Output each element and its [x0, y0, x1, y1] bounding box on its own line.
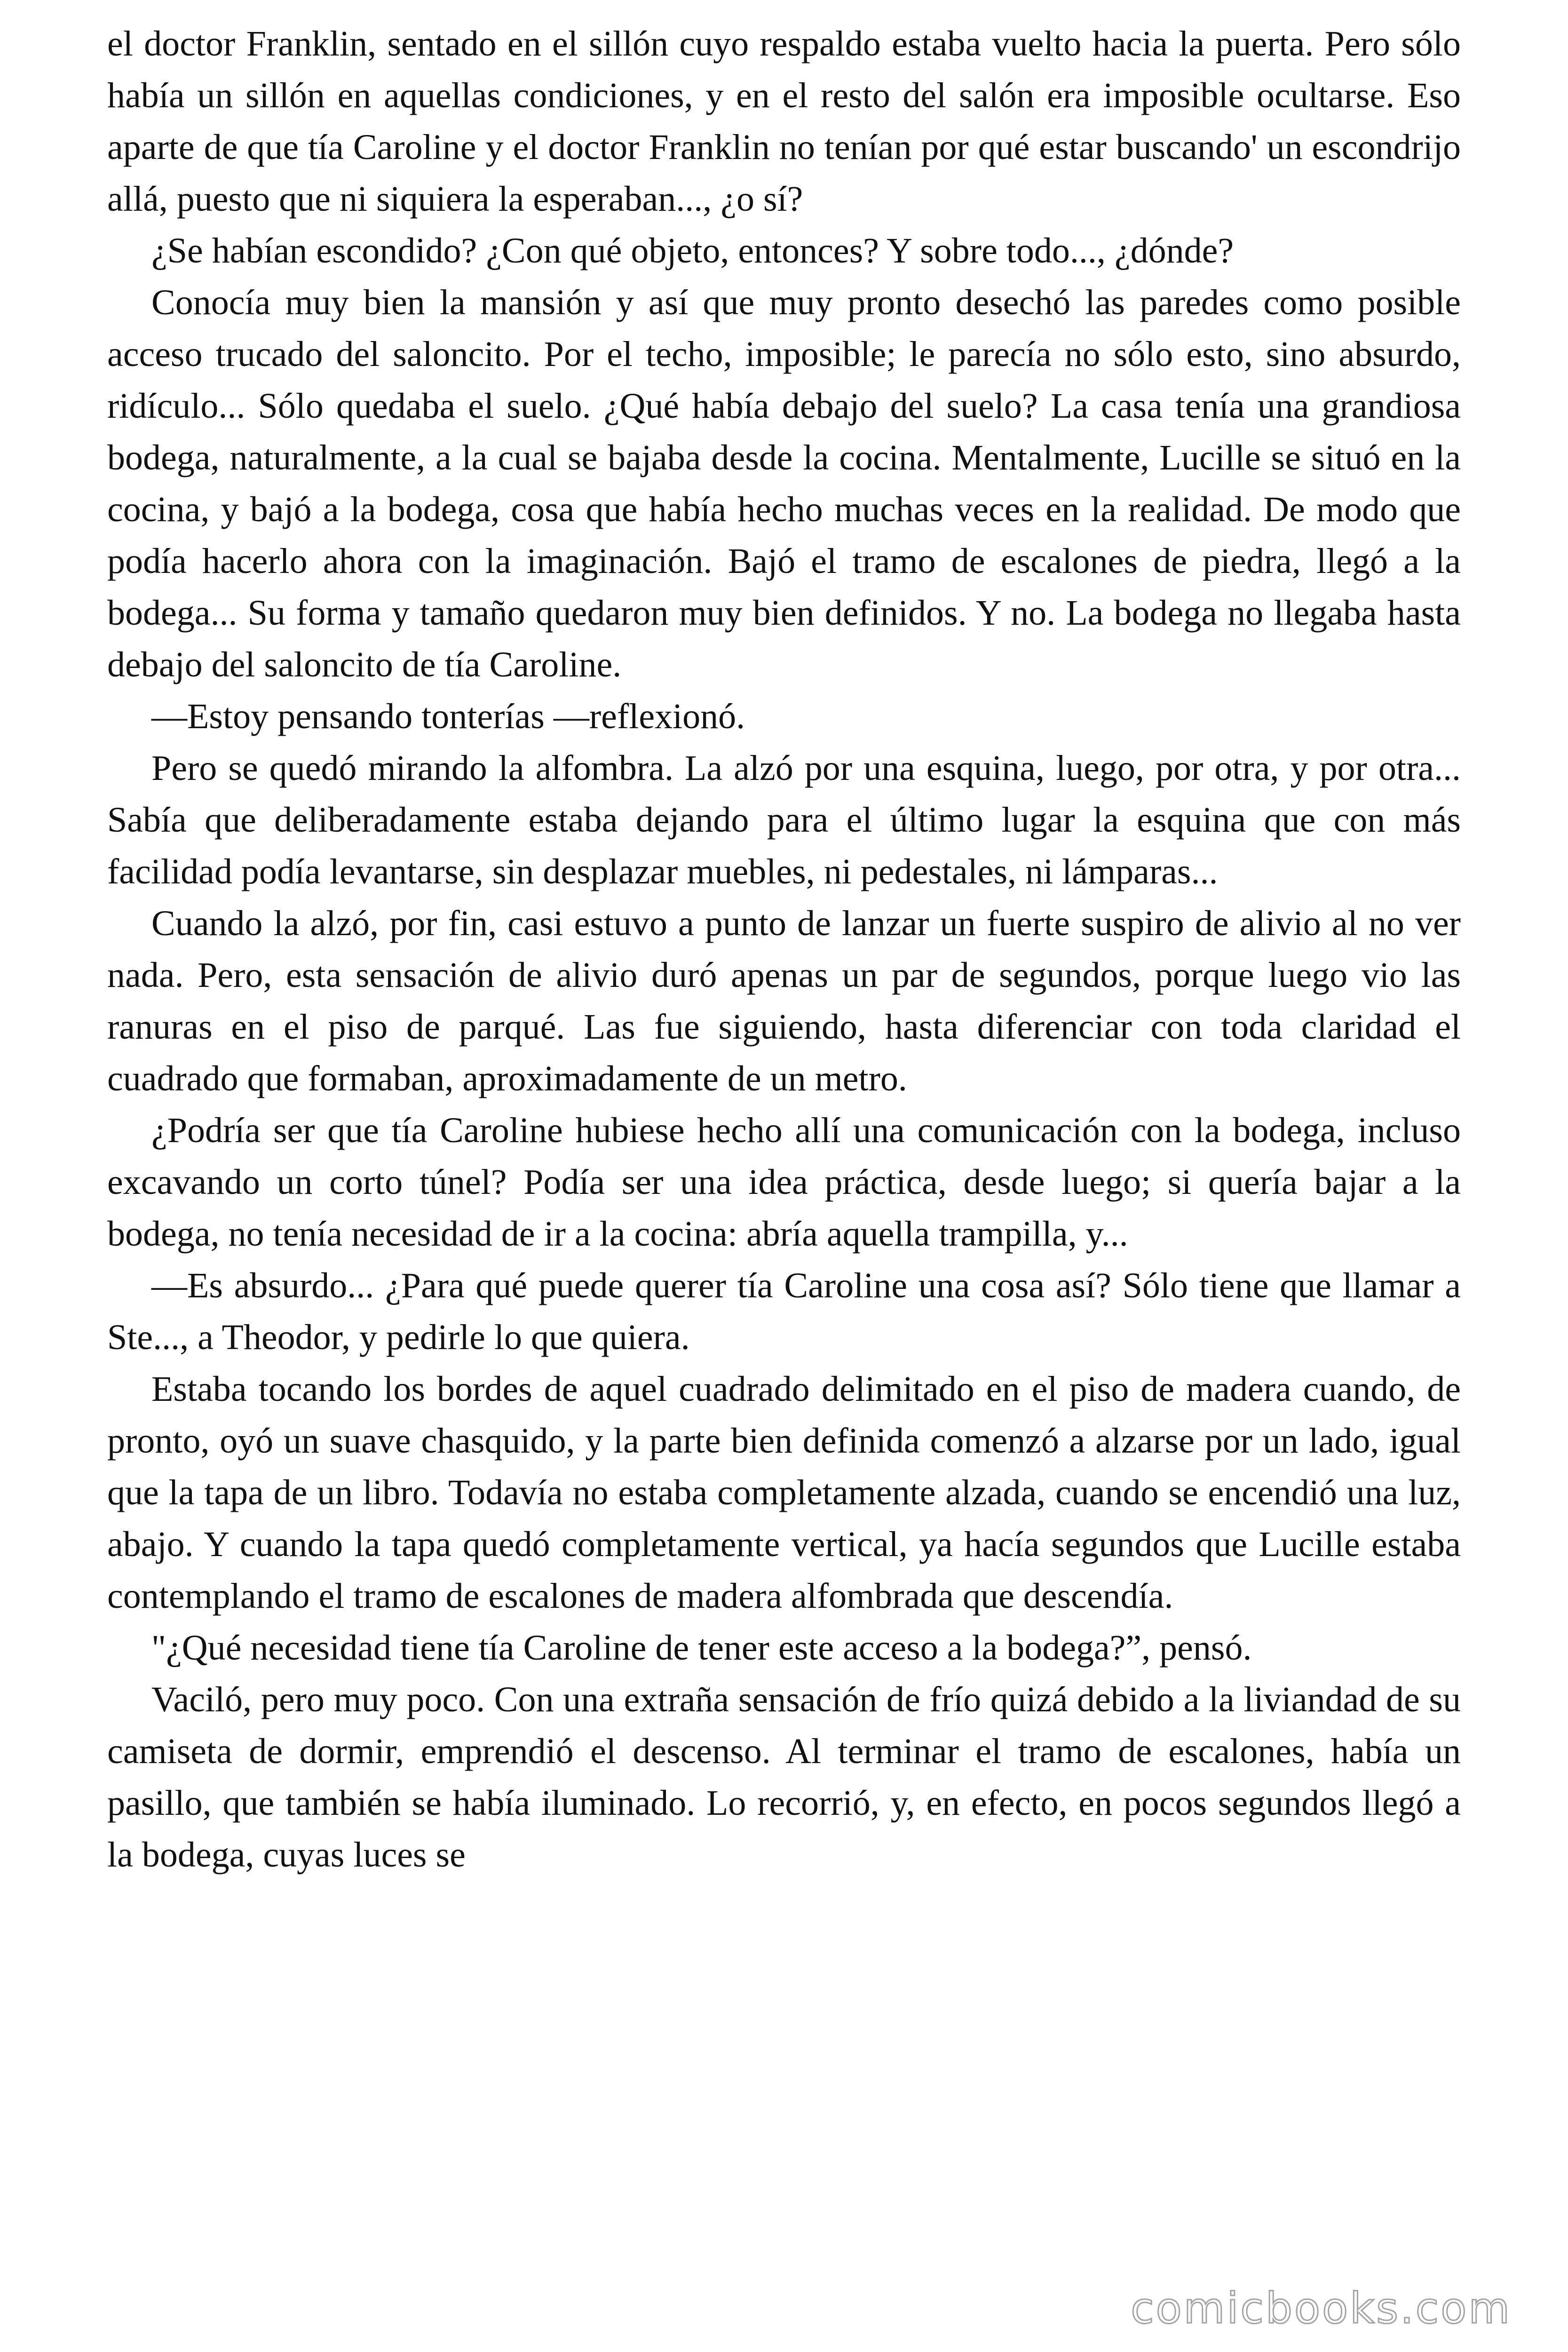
paragraph-6: Cuando la alzó, por fin, casi estuvo a punto de lanzar un fuerte suspiro de alivio al no ver nada. Pero, esta sensación de alivio duró apenas un par de segundos, porque luego vio las ranuras en el piso de parqué. Las fue siguiendo, hasta diferenciar con toda claridad el cuadrado que formaban, aproximadamente de un metro. [107, 904, 1461, 1098]
paragraph-8: —Es absurdo... ¿Para qué puede querer tía Caroline una cosa así? Sólo tiene que llamar a Ste..., a Theodor, y pedirle lo que quiera. [107, 1266, 1461, 1357]
paragraph-1: el doctor Franklin, sentado en el sillón cuyo respaldo estaba vuelto hacia la puerta. Pero sólo había un sillón en aquellas condiciones, y en el resto del salón era imposible ocultarse. Eso aparte de que tía Caroline y el doctor Franklin no tenían por qué estar buscando' un escondrijo allá, puesto que ni siquiera la esperaban..., ¿o sí? [107, 24, 1461, 219]
paragraph-3: Conocía muy bien la mansión y así que muy pronto desechó las paredes como posible acceso trucado del saloncito. Por el techo, imposible; le parecía no sólo esto, sino absurdo, ridículo... Sólo quedaba el suelo. ¿Qué había debajo del suelo? La casa tenía una grandiosa bodega, naturalmente, a la cual se bajaba desde la cocina. Mentalmente, Lucille se situó en la cocina, y bajó a la bodega, cosa que había hecho muchas veces en la realidad. De modo que podía hacerlo ahora con la imaginación. Bajó el tramo de escalones de piedra, llegó a la bodega... Su forma y tamaño quedaron muy bien definidos. Y no. La bodega no llegaba hasta debajo del saloncito de tía Caroline. [107, 283, 1461, 684]
paragraph-4: —Estoy pensando tonterías —reflexionó. [151, 697, 745, 736]
paragraph-10: "¿Qué necesidad tiene tía Caroline de tener este acceso a la bodega?”, pensó. [151, 1628, 1252, 1668]
paragraph-9: Estaba tocando los bordes de aquel cuadrado delimitado en el piso de madera cuando, de pronto, oyó un suave chasquido, y la parte bien definida comenzó a alzarse por un lado, igual que la tapa de un libro. Todavía no estaba completamente alzada, cuando se encendió una luz, abajo. Y cuando la tapa quedó completamente vertical, ya hacía segundos que Lucille estaba contemplando el tramo de escalones de madera alfombrada que descendía. [107, 1369, 1461, 1616]
paragraph-7: ¿Podría ser que tía Caroline hubiese hecho allí una comunicación con la bodega, incluso excavando un corto túnel? Podía ser una idea práctica, desde luego; si quería bajar a la bodega, no tenía necesidad de ir a la cocina: abría aquella trampilla, y... [107, 1111, 1461, 1254]
page-text [107, 18, 1461, 1881]
paragraph-2: ¿Se habían escondido? ¿Con qué objeto, entonces? Y sobre todo..., ¿dónde? [151, 231, 1234, 270]
paragraph-11: Vaciló, pero muy poco. Con una extraña sensación de frío quizá debido a la liviandad de su camiseta de dormir, emprendió el descenso. Al terminar el tramo de escalones, había un pasillo, que también se había iluminado. Lo recorrió, y, en efecto, en pocos segundos llegó a la bodega, cuyas luces se [107, 1680, 1461, 1875]
watermark: comicbooks.com [1131, 2284, 1512, 2333]
paragraph-5: Pero se quedó mirando la alfombra. La alzó por una esquina, luego, por otra, y por otra... Sabía que deliberadamente estaba dejando para el último lugar la esquina que con más facilidad podía levantarse, sin desplazar muebles, ni pedestales, ni lámparas... [107, 748, 1461, 891]
